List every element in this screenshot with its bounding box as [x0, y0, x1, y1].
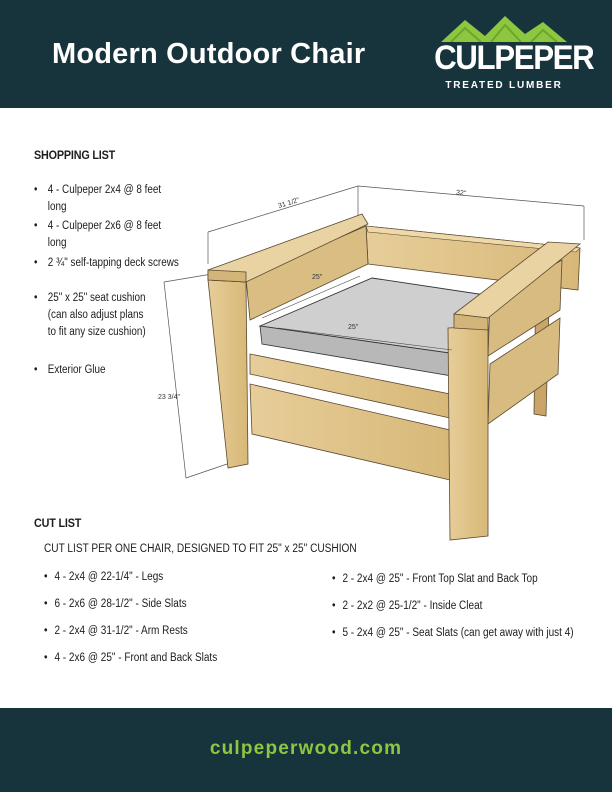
logo-wordmark: CULPEPER	[434, 39, 594, 77]
list-item: • 4 - Culpeper 2x6 @ 8 feet long	[34, 220, 162, 249]
list-item: • 4 - 2x4 @ 22-1/4" - Legs	[44, 571, 164, 583]
dimension-label-depth: 31 1/2"	[277, 196, 301, 211]
list-item: • Exterior Glue	[34, 364, 106, 376]
cut-list-intro: CUT LIST PER ONE CHAIR, DESIGNED TO FIT 25" x 25" CUSHION	[44, 543, 357, 555]
culpeper-logo	[428, 16, 594, 94]
footer-banner	[0, 708, 612, 792]
header-banner	[0, 0, 612, 108]
dimension-label-seat-depth: 25"	[312, 274, 323, 281]
chair-diagram	[150, 178, 590, 548]
list-item: • 4 - 2x6 @ 25" - Front and Back Slats	[44, 652, 218, 664]
dimension-label-seat-width: 25"	[348, 324, 359, 331]
chair-illustration	[150, 178, 590, 548]
list-item: • 2 - 2x4 @ 31-1/2" - Arm Rests	[44, 625, 188, 637]
dimension-label-height: 23 3/4"	[158, 394, 180, 401]
list-item: • 2 ¾" self-tapping deck screws	[34, 257, 179, 269]
website-link[interactable]: culpeperwood.com	[209, 738, 403, 759]
list-item: • 5 - 2x4 @ 25" - Seat Slats (can get away with just 4)	[332, 627, 574, 639]
list-item: • 25" x 25" seat cushion (can also adjust plans to fit any size cushion)	[34, 292, 146, 338]
list-item: • 2 - 2x4 @ 25" - Front Top Slat and Back Top	[332, 573, 538, 585]
list-item: • 2 - 2x2 @ 25-1/2" - Inside Cleat	[332, 600, 483, 612]
list-item: • 4 - Culpeper 2x4 @ 8 feet long	[34, 184, 162, 213]
list-item: • 6 - 2x6 @ 28-1/2" - Side Slats	[44, 598, 187, 610]
page-title: Modern Outdoor Chair	[52, 38, 366, 70]
cut-list-heading: CUT LIST	[34, 516, 82, 530]
shopping-list-heading: SHOPPING LIST	[34, 148, 116, 162]
dimension-label-width: 32"	[455, 189, 467, 198]
logo-tagline: TREATED LUMBER	[445, 80, 563, 91]
